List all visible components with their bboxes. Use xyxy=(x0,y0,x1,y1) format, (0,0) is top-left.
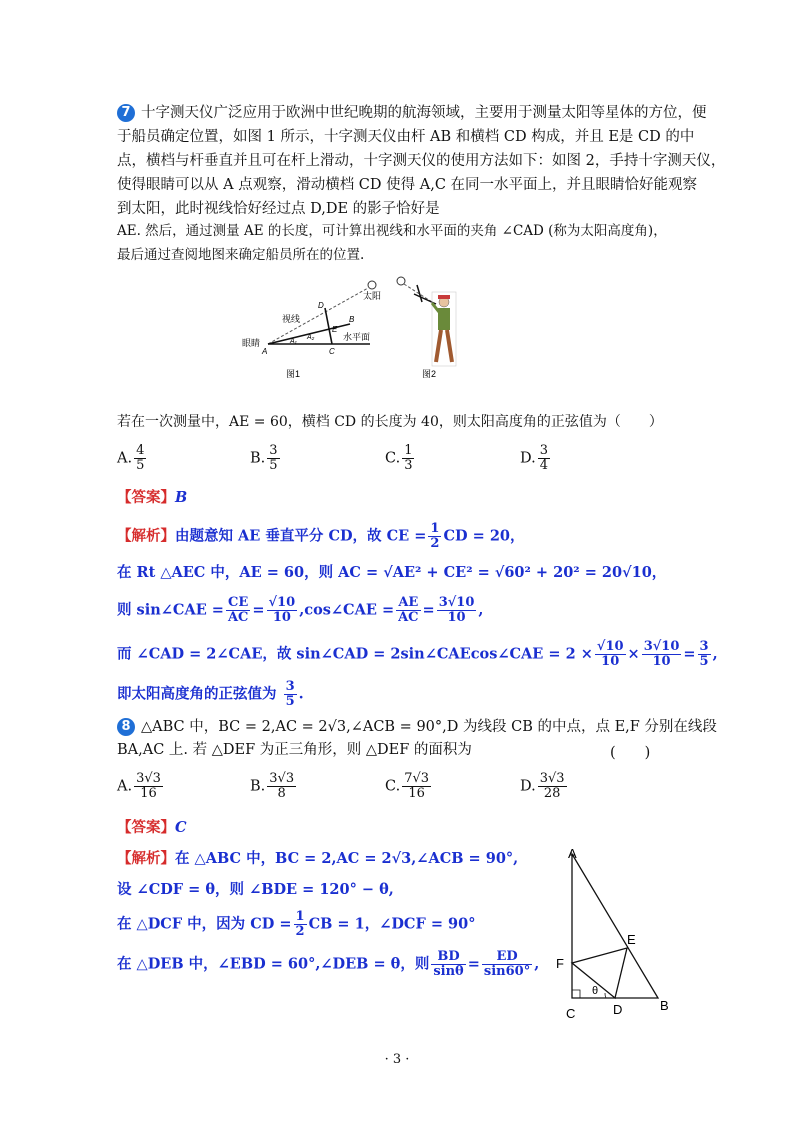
q8-number-badge: 8 xyxy=(117,718,135,736)
q7-figure-2 xyxy=(392,272,472,382)
fig8-label-a: A xyxy=(568,846,577,861)
q8-solution-line-2: 设 ∠CDF = θ，则 ∠BDE = 120° − θ, xyxy=(117,881,394,898)
q8-triangle-figure xyxy=(550,842,690,1022)
q7-stem-line-6: AE. 然后，通过测量 AE 的长度，可计算出视线和水平面的夹角 ∠CAD (称为太阳高度角)， xyxy=(117,223,667,239)
fig2-person-hat xyxy=(438,295,450,299)
fig2-sun xyxy=(397,277,405,285)
q7-answer-value: B xyxy=(175,489,188,506)
q7-answer-tag: 【答案】 xyxy=(117,489,175,506)
q7-option-b[interactable]: B. $\frac{3}{5}$ xyxy=(250,443,278,473)
fig2-instrument-bar xyxy=(417,285,422,302)
q8-answer-paren: ( ) xyxy=(610,745,651,761)
q7-question: 若在一次测量中，AE = 60，横档 CD 的长度为 40，则太阳高度角的正弦值为（ ） xyxy=(117,414,663,430)
q8-solution-line-1: 【解析】在 △ABC 中，BC = 2,AC = 2√3,∠ACB = 90°, xyxy=(117,850,519,867)
q8-answer-value: C xyxy=(175,819,187,836)
q7-figure-1 xyxy=(240,272,390,382)
fig8-label-d: D xyxy=(613,1002,623,1017)
fig8-label-f: F xyxy=(556,956,564,971)
q7-option-a[interactable]: A. $\frac{4}{5}$ xyxy=(117,443,145,473)
q8-solution-line-4: 在 △DEB 中，∠EBD = 60°,∠DEB = θ，则 $\frac{BD}{\sin\theta}$ = $\frac{ED}{\sin 60^\circ}$ , xyxy=(117,949,540,979)
q7-stem-line-4: 使得眼睛可以从 A 点观察，滑动横档 CD 使得 A,C 在同一水平面上，并且眼睛恰好能观察 xyxy=(117,177,698,193)
q8-answer xyxy=(117,818,187,838)
fig8-label-c: C xyxy=(566,1006,576,1021)
q7-stem-line-2: 于船员确定位置，如图 1 所示，十字测天仪由杆 AB 和横档 CD 构成，并且 E是 CD 的中 xyxy=(117,129,695,145)
fig1-point-d: D xyxy=(318,301,324,310)
q7-stem-text-1: 十字测天仪广泛应用于欧洲中世纪晚期的航海领域，主要用于测量太阳等星体的方位，便 xyxy=(141,105,707,121)
q7-stem-line-7: 最后通过查阅地图来确定船员所在的位置. xyxy=(117,247,365,263)
q7-stem-line-1 xyxy=(117,104,707,123)
q7-stem-line-3: 点，横档与杆垂直并且可在杆上滑动，十字测天仪的使用方法如下：如图 2，手持十字测天仪， xyxy=(117,153,726,169)
q8-option-d[interactable]: D. $\frac{3√3}{28}$ xyxy=(520,771,565,801)
q7-solution-line-1: 【解析】由题意知 AE 垂直平分 CD，故 CE = $\frac{1}{2}$ CD = 20， xyxy=(117,521,525,551)
q8-option-a[interactable]: A. $\frac{3√3}{16}$ xyxy=(117,771,161,801)
q8-stem-line-2: BA,AC 上. 若 △DEF 为正三角形，则 △DEF 的面积为 xyxy=(117,742,472,758)
page-number: · 3 · xyxy=(384,1052,410,1067)
fig1-point-c: C xyxy=(329,347,335,356)
fig8-label-theta: θ xyxy=(592,985,599,997)
q7-solution-line-4: 而 ∠CAD = 2∠CAE，故 sin∠CAD = 2sin∠CAEcos∠CAE = 2 × $\frac{√10}{10}$ × $\frac{3√10}{10}$ = $\frac{3}{5}$ , xyxy=(117,639,718,669)
q7-analysis-tag: 【解析】 xyxy=(117,527,175,545)
fig1-sun-label: 太阳 xyxy=(363,291,382,301)
q8-stem-line-1 xyxy=(117,718,717,737)
q7-solution-line-3: 则 sin∠CAE = $\frac{CE}{AC}$ = $\frac{√10}{10}$ ,cos∠CAE = $\frac{AE}{AC}$ = $\frac{3√10}{10}$ , xyxy=(117,595,484,625)
fig1-point-a1: A₁ xyxy=(290,338,297,345)
fig1-point-e: E xyxy=(332,325,338,334)
fig1-point-a2: A₂ xyxy=(307,334,315,341)
fig8-label-e: E xyxy=(627,932,636,947)
fig1-point-b: B xyxy=(349,315,355,324)
fig1-sight-label: 视线 xyxy=(282,314,301,324)
fig1-crossbar-cd xyxy=(325,308,332,344)
q7-option-d[interactable]: D. $\frac{3}{4}$ xyxy=(520,443,548,473)
fig2-person-leg-2 xyxy=(447,330,452,362)
q7-solution-line-2: 在 Rt △AEC 中，AE = 60，则 AC = √AE² + CE² = √60² + 20² = 20√10， xyxy=(117,564,667,581)
triangle-abc xyxy=(572,854,658,998)
fig2-caption: 图2 xyxy=(422,369,437,379)
fig1-horizon-label: 水平面 xyxy=(343,332,371,342)
q8-option-c[interactable]: C. $\frac{7√3}{16}$ xyxy=(385,771,430,801)
q7-option-c[interactable]: C. $\frac{1}{3}$ xyxy=(385,443,413,473)
fig1-caption: 图1 xyxy=(286,369,301,379)
fig1-eye-label: 眼睛 xyxy=(242,338,261,348)
q8-solution-line-3: 在 △DCF 中，因为 CD = $\frac{1}{2}$ CB = 1，∠DCF = 90° xyxy=(117,909,476,939)
q7-solution-line-5: 即太阳高度角的正弦值为 $\frac{3}{5}$ . xyxy=(117,679,304,709)
q8-stem-text-1: △ABC 中，BC = 2,AC = 2√3,∠ACB = 90°,D 为线段 CB 的中点，点 E,F 分别在线段 xyxy=(141,719,717,735)
q7-number-badge: 7 xyxy=(117,104,135,122)
q7-answer xyxy=(117,488,187,508)
fig1-sun xyxy=(368,281,376,289)
theta-arc xyxy=(605,993,606,998)
fig8-label-b: B xyxy=(660,998,669,1013)
fig2-person-leg-1 xyxy=(436,330,441,362)
fig1-point-a: A xyxy=(262,347,268,356)
q8-analysis-tag: 【解析】 xyxy=(117,850,175,867)
right-angle-mark xyxy=(572,990,580,998)
q7-stem-line-5: 到太阳，此时视线恰好经过点 D,DE 的影子恰好是 xyxy=(117,201,440,217)
q8-answer-tag: 【答案】 xyxy=(117,819,175,836)
q8-option-b[interactable]: B. $\frac{3√3}{8}$ xyxy=(250,771,295,801)
